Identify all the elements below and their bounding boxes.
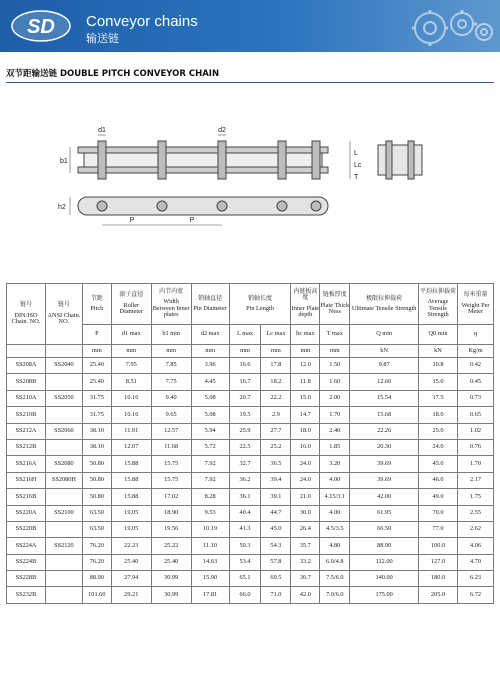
value-cell: 15.0	[291, 390, 320, 406]
symbol-cell: Q min	[350, 325, 419, 345]
value-cell: 15.88	[111, 456, 151, 472]
table-row	[7, 456, 494, 472]
value-cell: 16.7	[229, 374, 261, 390]
value-cell: 31.75	[82, 407, 111, 423]
table-row	[7, 571, 494, 587]
value-cell: 2.40	[320, 423, 350, 439]
table-row	[7, 554, 494, 570]
value-cell: 26.4	[291, 521, 320, 537]
value-cell: 8.51	[111, 374, 151, 390]
value-cell: 25.40	[151, 554, 191, 570]
value-cell: 19.05	[111, 521, 151, 537]
header-title: Conveyor chains	[86, 13, 198, 30]
value-cell: 1.85	[320, 439, 350, 455]
chain-no-cell: SS216H	[7, 472, 46, 488]
symbol-cell: Lc max	[261, 325, 291, 345]
value-cell: 101.60	[82, 587, 111, 603]
ansi-cell	[45, 407, 82, 423]
value-cell: 15.75	[151, 472, 191, 488]
value-cell: 49.0	[419, 489, 458, 505]
company-logo	[10, 9, 72, 43]
value-cell: 15.88	[111, 489, 151, 505]
symbol-cell: q	[457, 325, 493, 345]
header-plate-depth: 内链板高度 Inner Plate depth	[291, 284, 320, 325]
value-cell: 18.90	[151, 505, 191, 521]
value-cell: 6.72	[457, 587, 493, 603]
header-banner	[0, 0, 500, 52]
logo-text: SD	[27, 16, 55, 38]
value-cell: 7.92	[191, 456, 229, 472]
value-cell: 15.54	[350, 390, 419, 406]
gears-icon	[398, 2, 498, 50]
header-width: 内节内宽 Width Between Inner plates	[151, 284, 191, 325]
symbol-cell: d2 max	[191, 325, 229, 345]
unit-cell: Kg/m	[457, 345, 493, 358]
chain-no-cell: SS212A	[7, 423, 46, 439]
value-cell: 27.7	[261, 423, 291, 439]
value-cell: 4.70	[457, 554, 493, 570]
value-cell: 36.7	[291, 571, 320, 587]
header-ansi: 链号 ANSI Chain. NO.	[45, 284, 82, 345]
chain-no-cell: SS208B	[7, 374, 46, 390]
header-pitch: 节距 Pitch	[82, 284, 111, 325]
header-average: 平均拉伸载荷 Average Tensile Strength	[419, 284, 458, 325]
value-cell: 6.23	[457, 571, 493, 587]
value-cell: 15.75	[151, 456, 191, 472]
value-cell: 35.7	[291, 538, 320, 554]
chain-no-cell: SS216A	[7, 456, 46, 472]
dim-label: b1	[60, 158, 68, 165]
value-cell: 25.40	[82, 358, 111, 374]
table-row	[7, 489, 494, 505]
table-row	[7, 374, 494, 390]
value-cell: 18.0	[419, 407, 458, 423]
value-cell: 5.08	[191, 390, 229, 406]
table-row	[7, 538, 494, 554]
header-roller: 滚子直径 Roller Diameter	[111, 284, 151, 325]
ansi-cell: SS2050	[45, 390, 82, 406]
value-cell: 7.75	[151, 374, 191, 390]
value-cell: 15.68	[350, 407, 419, 423]
value-cell: 17.5	[419, 390, 458, 406]
value-cell: 2.17	[457, 472, 493, 488]
header-pin: 销轴直径 Pin Diameter	[191, 284, 229, 325]
unit-cell: mm	[191, 345, 229, 358]
value-cell: 1.75	[457, 489, 493, 505]
value-cell: 7.92	[191, 472, 229, 488]
header-ultimate: 极限拉伸载荷 Ultimate Tensile Strength	[350, 284, 419, 325]
value-cell: 24.0	[291, 472, 320, 488]
dim-label: h2	[58, 204, 66, 211]
chain-no-cell: SS228B	[7, 571, 46, 587]
value-cell: 66.0	[229, 587, 261, 603]
value-cell: 11.10	[191, 538, 229, 554]
ansi-cell: SS2060	[45, 423, 82, 439]
chain-no-cell: SS210A	[7, 390, 46, 406]
symbol-cell: P	[82, 325, 111, 345]
value-cell: 1.02	[457, 423, 493, 439]
value-cell: 33.2	[291, 554, 320, 570]
value-cell: 0.73	[457, 390, 493, 406]
unit-cell: kN	[419, 345, 458, 358]
value-cell: 0.45	[457, 374, 493, 390]
value-cell: 7.85	[151, 358, 191, 374]
unit-cell: kN	[350, 345, 419, 358]
value-cell: 0.42	[457, 358, 493, 374]
value-cell: 77.0	[419, 521, 458, 537]
value-cell: 19.56	[151, 521, 191, 537]
value-cell: 12.07	[111, 439, 151, 455]
value-cell: 39.69	[350, 456, 419, 472]
value-cell: 15.0	[419, 374, 458, 390]
value-cell: 22.2	[261, 390, 291, 406]
value-cell: 31.75	[82, 390, 111, 406]
value-cell: 41.3	[229, 521, 261, 537]
table-row	[7, 407, 494, 423]
value-cell: 50.80	[82, 472, 111, 488]
symbol-cell: T max	[320, 325, 350, 345]
header-din: 链号 DIN/ISO Chain. NO.	[7, 284, 46, 345]
value-cell: 32.7	[229, 456, 261, 472]
value-cell: 11.68	[151, 439, 191, 455]
dim-label: d1	[98, 127, 106, 134]
value-cell: 17.81	[191, 587, 229, 603]
header-pin-length: 销轴长度 Pin Length	[229, 284, 291, 325]
symbol-cell: hc max	[291, 325, 320, 345]
value-cell: 140.00	[350, 571, 419, 587]
value-cell: 69.5	[261, 571, 291, 587]
value-cell: 24.0	[291, 456, 320, 472]
value-cell: 44.7	[261, 505, 291, 521]
value-cell: 50.80	[82, 489, 111, 505]
value-cell: 25.40	[82, 374, 111, 390]
chain-no-cell: SS220A	[7, 505, 46, 521]
value-cell: 112.00	[350, 554, 419, 570]
value-cell: 14.63	[191, 554, 229, 570]
value-cell: 18.0	[291, 423, 320, 439]
value-cell: 5.94	[191, 423, 229, 439]
unit-cell	[45, 345, 82, 358]
value-cell: 2.55	[457, 505, 493, 521]
value-cell: 16.6	[229, 358, 261, 374]
value-cell: 53.4	[229, 554, 261, 570]
value-cell: 19.5	[229, 407, 261, 423]
value-cell: 88.90	[82, 571, 111, 587]
value-cell: 1.60	[320, 374, 350, 390]
value-cell: 61.95	[350, 505, 419, 521]
value-cell: 4.5/3.5	[320, 521, 350, 537]
spec-table	[6, 283, 494, 604]
chain-no-cell: SS220B	[7, 521, 46, 537]
ansi-cell	[45, 554, 82, 570]
value-cell: 9.53	[191, 505, 229, 521]
value-cell: 36.2	[229, 472, 261, 488]
value-cell: 1.70	[320, 407, 350, 423]
value-cell: 0.76	[457, 439, 493, 455]
dim-label: P	[189, 217, 195, 224]
value-cell: 71.0	[261, 587, 291, 603]
value-cell: 20.7	[229, 390, 261, 406]
unit-cell: mm	[111, 345, 151, 358]
value-cell: 2.00	[320, 390, 350, 406]
value-cell: 2.9	[261, 407, 291, 423]
unit-cell: mm	[151, 345, 191, 358]
value-cell: 63.50	[82, 505, 111, 521]
value-cell: 8.28	[191, 489, 229, 505]
value-cell: 39.4	[261, 472, 291, 488]
value-cell: 29.21	[111, 587, 151, 603]
value-cell: 4.00	[320, 472, 350, 488]
ansi-cell: SS2040	[45, 358, 82, 374]
value-cell: 76.20	[82, 554, 111, 570]
value-cell: 16.0	[291, 439, 320, 455]
value-cell: 39.1	[261, 489, 291, 505]
dim-label: d2	[218, 127, 226, 134]
table-row	[7, 358, 494, 374]
value-cell: 3.20	[320, 456, 350, 472]
value-cell: 9.40	[151, 390, 191, 406]
chain-no-cell: SS210B	[7, 407, 46, 423]
ansi-cell: SS2100	[45, 505, 82, 521]
table-row	[7, 521, 494, 537]
header-plate-thick: 链板厚度 Plate Thick Ness	[320, 284, 350, 325]
ansi-cell: SS2080	[45, 456, 82, 472]
value-cell: 1.70	[457, 456, 493, 472]
unit-cell: mm	[291, 345, 320, 358]
value-cell: 36.5	[261, 456, 291, 472]
value-cell: 6.0/4.8	[320, 554, 350, 570]
chain-no-cell: SS224A	[7, 538, 46, 554]
value-cell: 0.65	[457, 407, 493, 423]
table-row	[7, 505, 494, 521]
value-cell: 9.65	[151, 407, 191, 423]
unit-cell: mm	[320, 345, 350, 358]
value-cell: 11.91	[111, 423, 151, 439]
unit-cell: mm	[261, 345, 291, 358]
ansi-cell: SS2120	[45, 538, 82, 554]
value-cell: 88.90	[350, 538, 419, 554]
dim-label: L	[354, 150, 358, 157]
value-cell: 5.08	[191, 407, 229, 423]
value-cell: 76.20	[82, 538, 111, 554]
value-cell: 65.1	[229, 571, 261, 587]
section-title: 双节距输送链 DOUBLE PITCH CONVEYOR CHAIN	[6, 69, 220, 79]
symbol-cell: Q0 min	[419, 325, 458, 345]
value-cell: 30.0	[291, 505, 320, 521]
value-cell: 12.60	[350, 374, 419, 390]
value-cell: 63.50	[82, 521, 111, 537]
dim-label: Lc	[354, 162, 362, 169]
chain-no-cell: SS212B	[7, 439, 46, 455]
value-cell: 50.80	[82, 456, 111, 472]
chain-no-cell: SS216B	[7, 489, 46, 505]
value-cell: 4.00	[320, 505, 350, 521]
value-cell: 2.62	[457, 521, 493, 537]
table-header-row	[7, 284, 494, 325]
value-cell: 38.10	[82, 439, 111, 455]
ansi-cell: SS2080H	[45, 472, 82, 488]
value-cell: 40.4	[229, 505, 261, 521]
chain-diagram	[50, 125, 450, 230]
divider	[6, 82, 494, 83]
value-cell: 45.0	[261, 521, 291, 537]
unit-cell: mm	[229, 345, 261, 358]
chain-no-cell: SS232B	[7, 587, 46, 603]
value-cell: 46.0	[419, 472, 458, 488]
ansi-cell	[45, 374, 82, 390]
value-cell: 4.06	[457, 538, 493, 554]
chain-no-cell: SS224B	[7, 554, 46, 570]
value-cell: 42.0	[291, 587, 320, 603]
value-cell: 22.5	[229, 439, 261, 455]
value-cell: 54.3	[261, 538, 291, 554]
value-cell: 45.0	[419, 456, 458, 472]
ansi-cell	[45, 439, 82, 455]
value-cell: 25.9	[229, 423, 261, 439]
value-cell: 7.0/6.0	[320, 587, 350, 603]
value-cell: 10.19	[191, 521, 229, 537]
value-cell: 21.0	[291, 489, 320, 505]
chain-no-cell: SS208A	[7, 358, 46, 374]
value-cell: 5.72	[191, 439, 229, 455]
value-cell: 25.40	[111, 554, 151, 570]
value-cell: 66.50	[350, 521, 419, 537]
value-cell: 100.0	[419, 538, 458, 554]
value-cell: 20.30	[350, 439, 419, 455]
value-cell: 205.0	[419, 587, 458, 603]
value-cell: 175.00	[350, 587, 419, 603]
value-cell: 180.0	[419, 571, 458, 587]
value-cell: 17.02	[151, 489, 191, 505]
value-cell: 57.8	[261, 554, 291, 570]
value-cell: 11.8	[291, 374, 320, 390]
value-cell: 25.2	[261, 439, 291, 455]
value-cell: 27.94	[111, 571, 151, 587]
value-cell: 10.16	[111, 407, 151, 423]
table-row	[7, 390, 494, 406]
value-cell: 36.1	[229, 489, 261, 505]
ansi-cell	[45, 571, 82, 587]
value-cell: 22.23	[111, 538, 151, 554]
value-cell: 4.80	[320, 538, 350, 554]
ansi-cell	[45, 521, 82, 537]
value-cell: 30.99	[151, 571, 191, 587]
table-row	[7, 423, 494, 439]
value-cell: 22.26	[350, 423, 419, 439]
value-cell: 42.00	[350, 489, 419, 505]
value-cell: 50.3	[229, 538, 261, 554]
value-cell: 10.16	[111, 390, 151, 406]
symbol-cell: b1 min	[151, 325, 191, 345]
unit-cell: mm	[82, 345, 111, 358]
table-unit-row	[7, 345, 494, 358]
value-cell: 3.96	[191, 358, 229, 374]
symbol-cell: d1 max	[111, 325, 151, 345]
value-cell: 10.8	[419, 358, 458, 374]
dim-label: T	[354, 174, 359, 181]
value-cell: 4.45	[191, 374, 229, 390]
value-cell: 15.90	[191, 571, 229, 587]
value-cell: 70.0	[419, 505, 458, 521]
value-cell: 19.05	[111, 505, 151, 521]
value-cell: 7.95	[111, 358, 151, 374]
value-cell: 38.10	[82, 423, 111, 439]
value-cell: 39.69	[350, 472, 419, 488]
value-cell: 15.88	[111, 472, 151, 488]
value-cell: 17.8	[261, 358, 291, 374]
value-cell: 25.22	[151, 538, 191, 554]
value-cell: 18.2	[261, 374, 291, 390]
header-weight: 每米重量 Weight Per Meter	[457, 284, 493, 325]
value-cell: 7.5/6.0	[320, 571, 350, 587]
value-cell: 14.7	[291, 407, 320, 423]
value-cell: 30.99	[151, 587, 191, 603]
value-cell: 1.50	[320, 358, 350, 374]
ansi-cell	[45, 587, 82, 603]
value-cell: 9.87	[350, 358, 419, 374]
unit-cell	[7, 345, 46, 358]
table-row	[7, 439, 494, 455]
value-cell: 127.0	[419, 554, 458, 570]
header-subtitle: 输送链	[86, 32, 119, 45]
value-cell: 24.0	[419, 439, 458, 455]
ansi-cell	[45, 489, 82, 505]
dim-label: P	[129, 217, 135, 224]
table-row	[7, 587, 494, 603]
table-row	[7, 472, 494, 488]
value-cell: 12.0	[291, 358, 320, 374]
value-cell: 12.57	[151, 423, 191, 439]
symbol-cell: L max	[229, 325, 261, 345]
value-cell: 25.0	[419, 423, 458, 439]
value-cell: 4.15/3.1	[320, 489, 350, 505]
